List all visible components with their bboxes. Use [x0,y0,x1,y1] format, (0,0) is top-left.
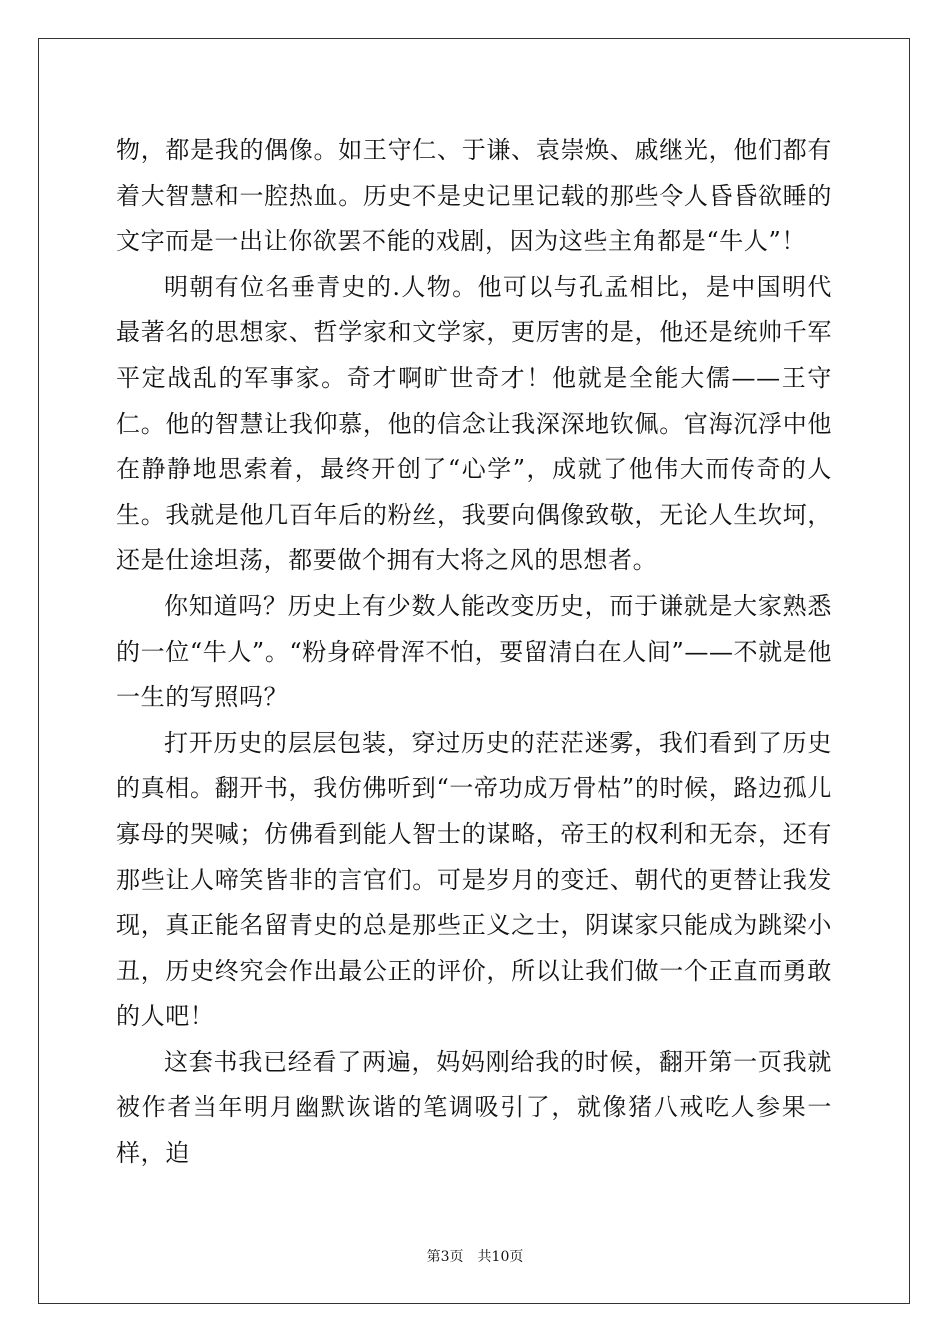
paragraph-3: 你知道吗？历史上有少数人能改变历史，而于谦就是大家熟悉的一位“牛人”。“粉身碎骨浑不怕，要留清白在人间”——不就是他一生的写照吗？ [116,591,832,712]
page-number: 第3页 [426,1249,464,1265]
document-body [116,128,832,1177]
paragraph-4: 打开历史的层层包装，穿过历史的茫茫迷雾，我们看到了历史的真相。翻开书，我仿佛听到“一帝功成万骨枯”的时候，路边孤儿寡母的哭喊；仿佛看到能人智士的谋略，帝王的权利和无奈，还有那些让人啼笑皆非的言官们。可是岁月的变迁、朝代的更替让我发现，真正能名留青史的总是那些正义之士，阴谋家只能成为跳梁小丑，历史终究会作出最公正的评价，所以让我们做一个正直而勇敢的人吧！ [116,728,832,1031]
paragraph-2: 明朝有位名垂青史的.人物。他可以与孔孟相比，是中国明代最著名的思想家、哲学家和文学家，更厉害的是，他还是统帅千军平定战乱的军事家。奇才啊旷世奇才！他就是全能大儒——王守仁。他的智慧让我仰慕，他的信念让我深深地钦佩。官海沉浮中他在静静地思索着，最终开创了“心学”，成就了他伟大而传奇的人生。我就是他几百年后的粉丝，我要向偶像致敬，无论人生坎坷，还是仕途坦荡，都要做个拥有大将之风的思想者。 [116,272,832,575]
page-total: 共10页 [477,1249,524,1265]
paragraph-1: 物，都是我的偶像。如王守仁、于谦、袁崇焕、戚继光，他们都有着大智慧和一腔热血。历史不是史记里记载的那些令人昏昏欲睡的文字而是一出让你欲罢不能的戏剧，因为这些主角都是“牛人”！ [116,136,832,256]
page-footer [0,1247,950,1267]
paragraph-5: 这套书我已经看了两遍，妈妈刚给我的时候，翻开第一页我就被作者当年明月幽默诙谐的笔调吸引了，就像猪八戒吃人参果一样，迫 [116,1047,832,1168]
